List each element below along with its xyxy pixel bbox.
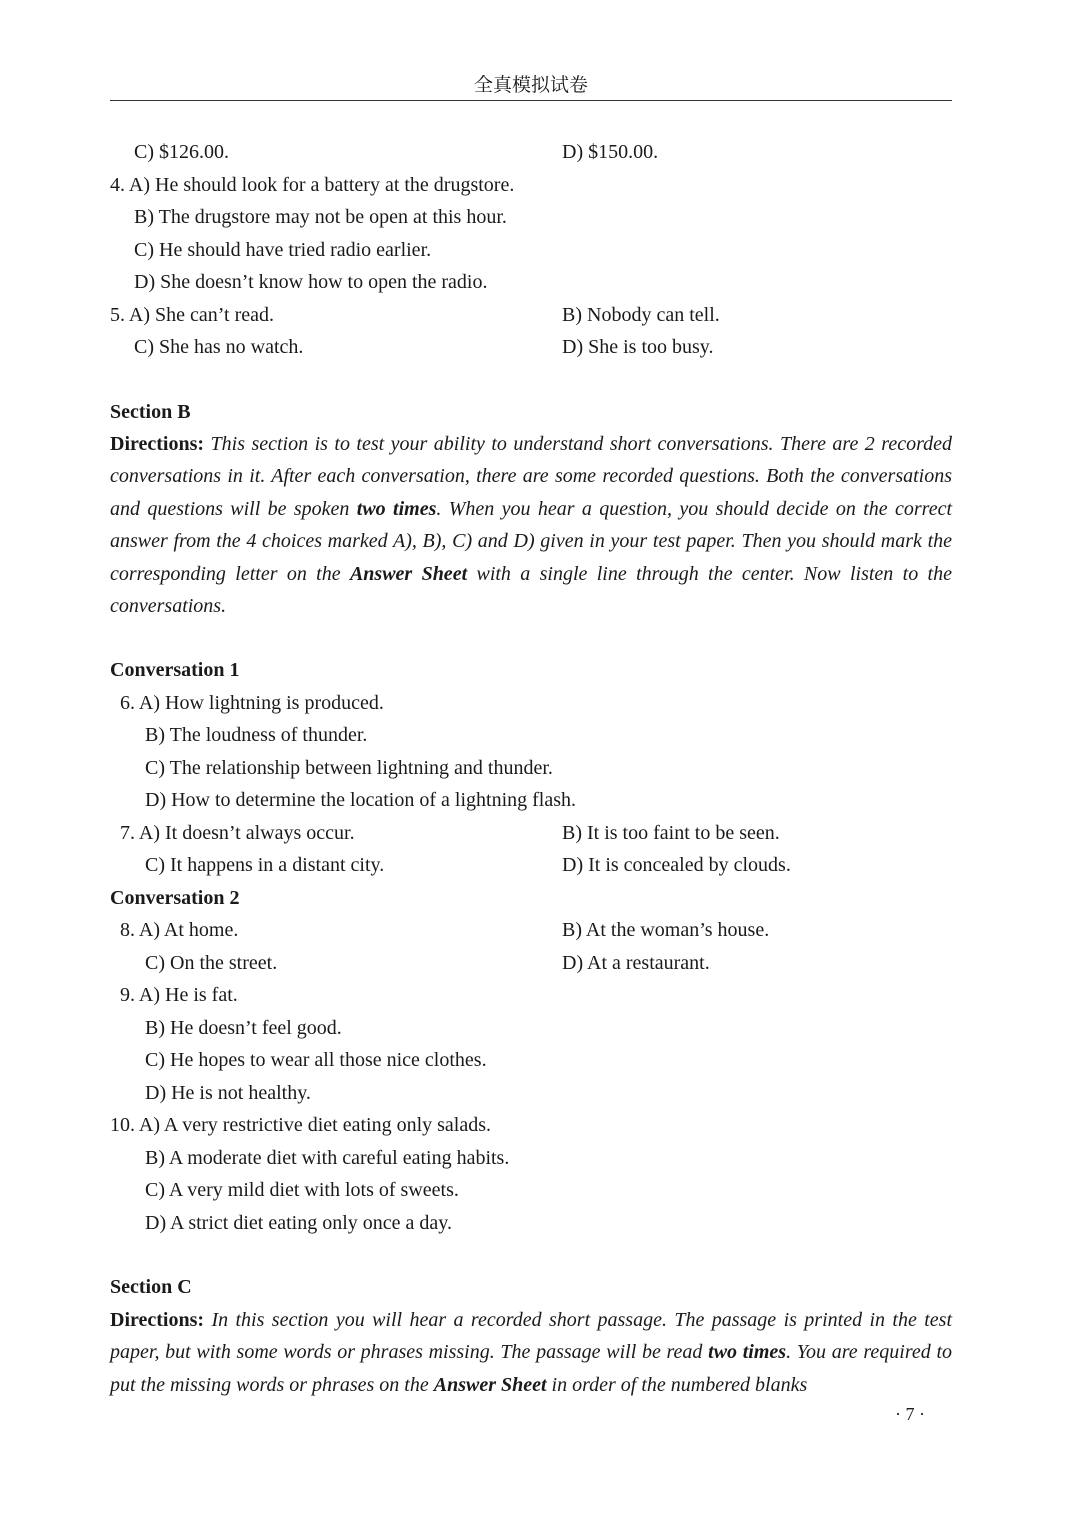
directions-emphasis: Answer Sheet bbox=[433, 1373, 547, 1396]
option-8c: C) On the street. bbox=[145, 951, 278, 974]
section-b-title: Section B bbox=[110, 400, 191, 423]
page-number: · 7 · bbox=[895, 1404, 925, 1424]
section-c-title: Section C bbox=[110, 1276, 192, 1299]
option-6b: B) The loudness of thunder. bbox=[145, 724, 368, 747]
option-6d: D) How to determine the location of a lightning flash. bbox=[145, 789, 577, 812]
option-10c: C) A very mild diet with lots of sweets. bbox=[145, 1179, 459, 1202]
conversation-2-title: Conversation 2 bbox=[110, 886, 240, 909]
question-10-option-a bbox=[110, 1109, 952, 1142]
question-10-option-c bbox=[110, 1174, 952, 1207]
option-7a: 7. A) It doesn’t always occur. bbox=[120, 821, 355, 844]
directions-text: . When you hear a question, you should decide on the correct answer from the 4 choices marked A), B), C) and D) given in your test paper. Then you should mark the corresponding letter on the bbox=[110, 497, 953, 585]
option-10d: D) A strict diet eating only once a day. bbox=[145, 1211, 452, 1234]
option-8b: B) At the woman’s house. bbox=[562, 919, 770, 942]
option-10a: 10. A) A very restrictive diet eating only salads. bbox=[110, 1114, 492, 1137]
option-7c: C) It happens in a distant city. bbox=[145, 854, 385, 877]
question-8-options-cd bbox=[110, 947, 952, 980]
question-6-option-a bbox=[110, 687, 952, 720]
page-content bbox=[110, 136, 952, 1401]
question-9-option-c bbox=[110, 1044, 952, 1077]
page-header-title: 全真模拟试卷 bbox=[110, 72, 952, 101]
section-b-directions bbox=[110, 428, 952, 622]
option-6a: 6. A) How lightning is produced. bbox=[120, 691, 384, 714]
question-5-options-ab bbox=[110, 299, 952, 332]
question-6-option-c bbox=[110, 752, 952, 785]
question-10-option-d bbox=[110, 1207, 952, 1240]
question-4-option-c bbox=[110, 234, 952, 267]
directions-text: In this section you will hear a recorded short passage. The passage is printed in the test paper, but with some words or phrases missing. The passage will be read bbox=[110, 1308, 952, 1364]
option-4a: 4. A) He should look for a battery at the drugstore. bbox=[110, 173, 515, 196]
option-9d: D) He is not healthy. bbox=[145, 1081, 311, 1104]
question-3-options-cd bbox=[110, 136, 952, 169]
option-10b: B) A moderate diet with careful eating habits. bbox=[145, 1146, 510, 1169]
option-9c: C) He hopes to wear all those nice clothes. bbox=[145, 1049, 487, 1072]
question-4-option-b bbox=[110, 201, 952, 234]
question-4-option-d bbox=[110, 266, 952, 299]
directions-emphasis: two times bbox=[708, 1341, 787, 1364]
question-9-option-a bbox=[110, 979, 952, 1012]
question-7-options-cd bbox=[110, 849, 952, 882]
option-4d: D) She doesn’t know how to open the radio. bbox=[134, 271, 488, 293]
question-6-option-d bbox=[110, 784, 952, 817]
option-3c: C) $126.00. bbox=[134, 141, 229, 163]
option-9b: B) He doesn’t feel good. bbox=[145, 1016, 342, 1039]
question-4-option-a bbox=[110, 169, 952, 202]
question-6-option-b bbox=[110, 719, 952, 752]
option-9a: 9. A) He is fat. bbox=[120, 984, 238, 1007]
option-5c: C) She has no watch. bbox=[134, 336, 304, 358]
option-7d: D) It is concealed by clouds. bbox=[562, 854, 791, 877]
section-c-directions bbox=[110, 1304, 952, 1401]
option-5d: D) She is too busy. bbox=[562, 336, 714, 358]
directions-emphasis: two times bbox=[356, 497, 437, 520]
option-5b: B) Nobody can tell. bbox=[562, 303, 720, 326]
question-7-options-ab bbox=[110, 817, 952, 850]
option-6c: C) The relationship between lightning and thunder. bbox=[145, 756, 553, 779]
option-4b: B) The drugstore may not be open at this hour. bbox=[134, 206, 507, 228]
option-3d: D) $150.00. bbox=[562, 141, 659, 163]
question-5-options-cd bbox=[110, 331, 952, 364]
option-8a: 8. A) At home. bbox=[120, 919, 239, 942]
option-8d: D) At a restaurant. bbox=[562, 951, 710, 974]
conversation-1-title: Conversation 1 bbox=[110, 659, 240, 682]
option-7b: B) It is too faint to be seen. bbox=[562, 821, 780, 844]
directions-emphasis: Answer Sheet bbox=[349, 562, 468, 585]
question-9-option-b bbox=[110, 1012, 952, 1045]
directions-text: in order of the numbered blanks bbox=[546, 1373, 808, 1396]
question-10-option-b bbox=[110, 1142, 952, 1175]
question-8-options-ab bbox=[110, 914, 952, 947]
option-5a: 5. A) She can’t read. bbox=[110, 303, 275, 326]
directions-text: . You are required to put the missing words or phrases on the bbox=[110, 1341, 952, 1396]
directions-text: This section is to test your ability to understand short conversations. There are 2 recorded conversations in it. After each conversation, there are some recorded questions. Both the conversations and questions will be spoken bbox=[110, 433, 952, 520]
question-9-option-d bbox=[110, 1077, 952, 1110]
directions-label: Directions: bbox=[110, 1308, 205, 1331]
option-4c: C) He should have tried radio earlier. bbox=[134, 238, 432, 261]
directions-text: with a single line through the center. Now listen to the conversations. bbox=[110, 562, 952, 618]
directions-label: Directions: bbox=[110, 433, 205, 455]
